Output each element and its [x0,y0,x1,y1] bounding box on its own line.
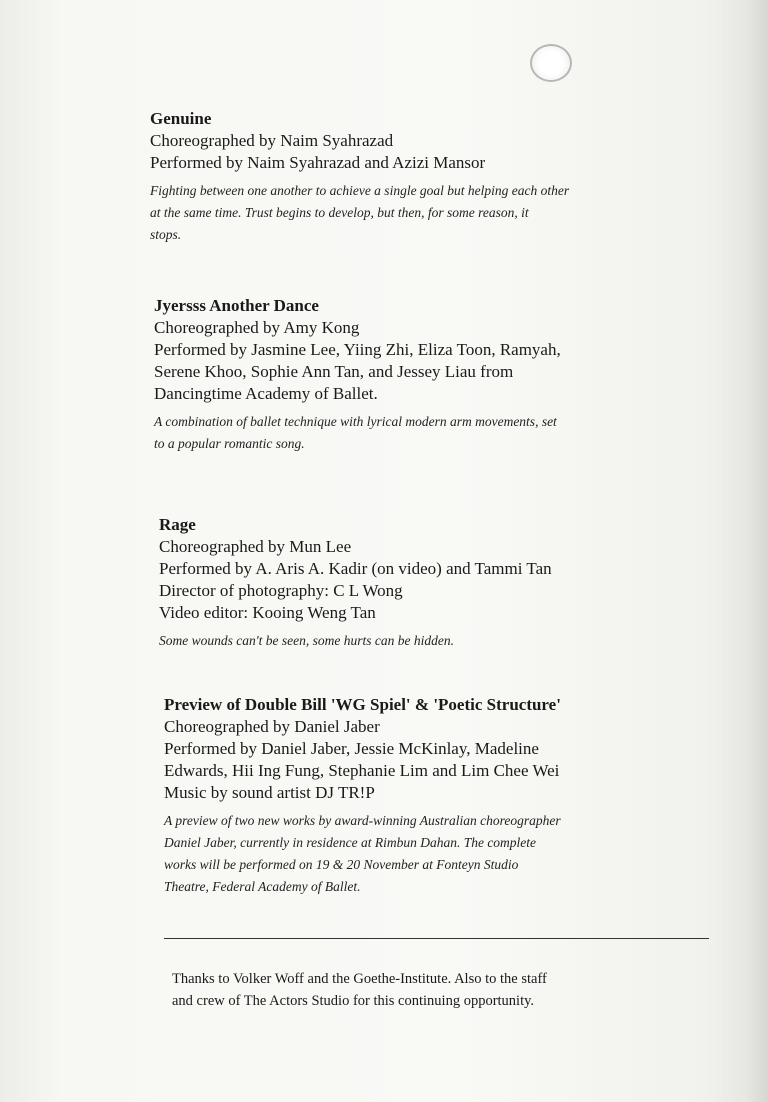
section-genuine [150,108,730,246]
music-line: Music by sound artist DJ TR!P [164,783,375,802]
performers-line: Performed by Daniel Jaber, Jessie McKinlay, Madeline [164,739,539,758]
acknowledgement-line: and crew of The Actors Studio for this continuing opportunity. [172,993,535,1009]
acknowledgement-line: Thanks to Volker Woff and the Goethe-Institute. Also to the staff [172,971,547,987]
description-line: stops. [150,227,182,242]
performers-line: Performed by Naim Syahrazad and Azizi Mansor [150,153,486,172]
description-line: to a popular romantic song. [154,436,305,451]
editor-line: Video editor: Kooing Weng Tan [159,603,376,622]
binder-hole [530,44,572,82]
section-title: Rage [159,515,196,534]
choreographer-line: Choreographed by Daniel Jaber [164,717,380,736]
performers-line: Edwards, Hii Ing Fung, Stephanie Lim and Lim Chee Wei [164,761,560,780]
section-jyersss-another-dance [154,295,734,455]
performers-line: Performed by A. Aris A. Kadir (on video) and Tammi Tan [159,559,552,578]
section-description [159,630,739,652]
performers-line: Serene Khoo, Sophie Ann Tan, and Jessey Liau from [154,362,514,381]
description-line: Fighting between one another to achieve a single goal but helping each other [150,183,570,198]
section-description [164,810,724,898]
section-preview-double-bill [164,694,724,898]
performers-line: Performed by Jasmine Lee, Yiing Zhi, Eliza Toon, Ramyah, [154,340,561,359]
choreographer-line: Choreographed by Mun Lee [159,537,352,556]
section-title: Genuine [150,109,212,128]
section-title: Preview of Double Bill 'WG Spiel' & 'Poetic Structure' [164,695,561,714]
section-description [150,180,730,246]
section-title: Jyersss Another Dance [154,296,319,315]
director-line: Director of photography: C L Wong [159,581,403,600]
description-line: Daniel Jaber, currently in residence at Rimbun Dahan. The complete [164,835,537,850]
choreographer-line: Choreographed by Naim Syahrazad [150,131,394,150]
description-line: A combination of ballet technique with lyrical modern arm movements, set [154,414,557,429]
description-line: Some wounds can't be seen, some hurts can be hidden. [159,633,454,648]
description-line: Theatre, Federal Academy of Ballet. [164,879,361,894]
section-rage [159,514,739,652]
choreographer-line: Choreographed by Amy Kong [154,318,360,337]
acknowledgements [172,968,712,1012]
description-line: works will be performed on 19 & 20 November at Fonteyn Studio [164,857,519,872]
footer-divider [164,938,709,939]
section-description [154,411,734,455]
description-line: A preview of two new works by award-winning Australian choreographer [164,813,561,828]
performers-line: Dancingtime Academy of Ballet. [154,384,378,403]
description-line: at the same time. Trust begins to develop, but then, for some reason, it [150,205,529,220]
